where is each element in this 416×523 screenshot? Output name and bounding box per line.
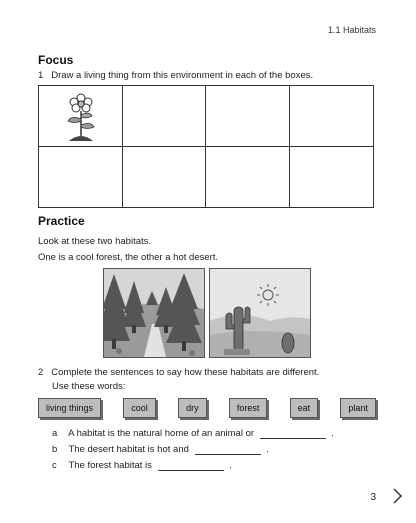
practice-line-2: One is a cool forest, the other a hot desert. (38, 252, 219, 263)
section-header: 1.1 Habitats (327, 25, 376, 35)
word-chip: plant (340, 398, 376, 418)
question-text: Complete the sentences to say how these habitats are different. (51, 367, 320, 378)
word-chip: eat (290, 398, 319, 418)
drawing-grid (38, 85, 374, 208)
sentence-c (52, 459, 232, 471)
sentence-text: The forest habitat is (68, 460, 152, 471)
drawing-box[interactable] (39, 86, 123, 147)
sentence-letter: a (52, 428, 58, 439)
drawing-box[interactable] (206, 147, 290, 208)
chevron-right-icon[interactable] (390, 487, 404, 505)
sentence-letter: b (52, 444, 58, 455)
answer-blank[interactable] (158, 459, 224, 471)
question-2 (38, 367, 319, 378)
focus-heading: Focus (38, 53, 74, 67)
flower-plant-icon (61, 91, 101, 143)
sentence-text: A habitat is the natural home of an animal or (68, 428, 255, 439)
use-words-label: Use these words: (52, 381, 126, 392)
desert-cactus-icon (210, 269, 310, 357)
desert-habitat-image (209, 268, 311, 358)
drawing-box[interactable] (123, 86, 207, 147)
drawing-box[interactable] (123, 147, 207, 208)
page-number: 3 (370, 492, 376, 503)
answer-blank[interactable] (195, 443, 261, 455)
drawing-box[interactable] (290, 147, 374, 208)
sentence-end: . (331, 428, 334, 439)
sentence-letter: c (52, 460, 57, 471)
sentence-end: . (266, 444, 269, 455)
question-text: Draw a living thing from this environment in each of the boxes. (51, 70, 314, 81)
word-bank (38, 398, 376, 418)
question-number: 1 (38, 70, 44, 81)
practice-line-1: Look at these two habitats. (38, 236, 152, 247)
sentence-end: . (229, 460, 232, 471)
question-number: 2 (38, 367, 44, 378)
word-chip: dry (178, 398, 207, 418)
word-chip: cool (123, 398, 156, 418)
word-chip: forest (229, 398, 268, 418)
drawing-box[interactable] (206, 86, 290, 147)
drawing-box[interactable] (39, 147, 123, 208)
answer-blank[interactable] (260, 427, 326, 439)
forest-habitat-image (103, 268, 205, 358)
focus-question (38, 70, 313, 81)
forest-trees-icon (104, 269, 204, 357)
word-chip: living things (38, 398, 101, 418)
practice-heading: Practice (38, 214, 85, 228)
drawing-box[interactable] (290, 86, 374, 147)
sentence-a (52, 427, 334, 439)
sentence-text: The desert habitat is hot and (68, 444, 189, 455)
sentence-b (52, 443, 269, 455)
